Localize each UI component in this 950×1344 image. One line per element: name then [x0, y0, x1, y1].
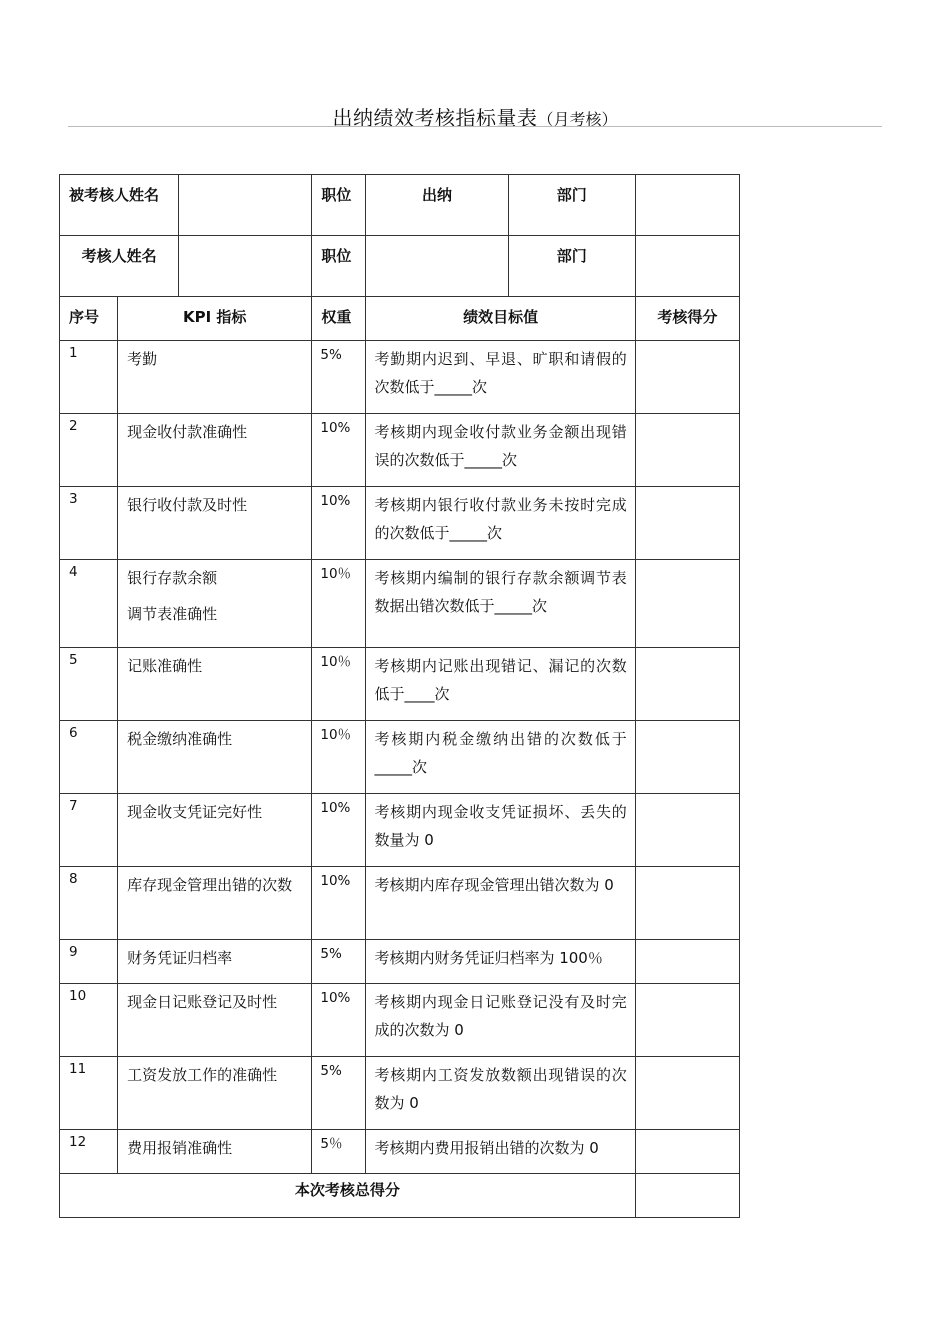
kpi-name-line1: 考勤: [127, 350, 158, 368]
row-number: 3: [60, 487, 118, 560]
kpi-score-field[interactable]: [635, 984, 739, 1057]
kpi-target: 考核期内现金收支凭证损坏、丢失的数量为 0: [366, 794, 635, 867]
row-number: 2: [60, 414, 118, 487]
column-header-seq: 序号: [60, 297, 118, 341]
appraisee-name-label: 被考核人姓名: [60, 175, 179, 236]
kpi-weight: 5％: [312, 1130, 366, 1174]
table-row: [60, 648, 740, 721]
kpi-weight: 5%: [312, 940, 366, 984]
department-label-2: 部门: [508, 236, 635, 297]
kpi-name-line1: 银行收付款及时性: [127, 496, 248, 514]
kpi-weight: 5%: [312, 1057, 366, 1130]
table-row: [60, 487, 740, 560]
kpi-score-field[interactable]: [635, 1057, 739, 1130]
kpi-name-line1: 费用报销准确性: [127, 1139, 233, 1157]
table-row: [60, 867, 740, 940]
kpi-table: [59, 174, 740, 1218]
kpi-weight: 10%: [312, 984, 366, 1057]
kpi-target: 考核期内财务凭证归档率为 100％: [366, 940, 635, 984]
column-header-kpi: KPI 指标: [118, 297, 312, 341]
appraiser-row: [60, 236, 740, 297]
position-label: 职位: [312, 175, 366, 236]
kpi-target: 考核期内工资发放数额出现错误的次数为 0: [366, 1057, 635, 1130]
kpi-target: 考核期内记账出现错记、漏记的次数低于____次: [366, 648, 635, 721]
kpi-target: 考核期内现金日记账登记没有及时完成的次数为 0: [366, 984, 635, 1057]
total-row: [60, 1174, 740, 1218]
appraisee-row: [60, 175, 740, 236]
table-row: [60, 794, 740, 867]
kpi-name: [118, 341, 312, 414]
kpi-name-line1: 银行存款余额: [127, 569, 218, 587]
column-header-weight: 权重: [312, 297, 366, 341]
kpi-name-line2: 调节表准确性: [127, 605, 218, 623]
kpi-name: [118, 940, 312, 984]
table-row: [60, 414, 740, 487]
department-field[interactable]: [635, 175, 739, 236]
kpi-name-line1: 记账准确性: [127, 657, 203, 675]
total-score-label: 本次考核总得分: [60, 1174, 636, 1218]
kpi-score-field[interactable]: [635, 721, 739, 794]
row-number: 11: [60, 1057, 118, 1130]
table-row: [60, 1057, 740, 1130]
table-row: [60, 1130, 740, 1174]
kpi-score-field[interactable]: [635, 487, 739, 560]
kpi-score-field[interactable]: [635, 940, 739, 984]
row-number: 6: [60, 721, 118, 794]
kpi-score-field[interactable]: [635, 414, 739, 487]
kpi-weight: 10%: [312, 487, 366, 560]
kpi-score-field[interactable]: [635, 341, 739, 414]
kpi-weight: 10％: [312, 648, 366, 721]
row-number: 5: [60, 648, 118, 721]
kpi-name-line1: 工资发放工作的准确性: [127, 1066, 278, 1084]
appraiser-name-field[interactable]: [179, 236, 312, 297]
column-header-target: 绩效目标值: [366, 297, 635, 341]
kpi-name: [118, 648, 312, 721]
kpi-weight: 10%: [312, 794, 366, 867]
kpi-name-line1: 现金日记账登记及时性: [127, 993, 278, 1011]
column-header-row: [60, 297, 740, 341]
kpi-name-line1: 库存现金管理出错的次数: [127, 876, 293, 894]
position-value[interactable]: 出纳: [366, 175, 508, 236]
kpi-name: [118, 487, 312, 560]
kpi-name: [118, 1057, 312, 1130]
row-number: 4: [60, 560, 118, 648]
kpi-weight: 10%: [312, 867, 366, 940]
position-label-2: 职位: [312, 236, 366, 297]
kpi-score-field[interactable]: [635, 867, 739, 940]
kpi-target: 考核期内银行收付款业务未按时完成的次数低于_____次: [366, 487, 635, 560]
appraiser-name-label: 考核人姓名: [60, 236, 179, 297]
kpi-target: 考勤期内迟到、早退、旷职和请假的次数低于_____次: [366, 341, 635, 414]
kpi-name-line1: 税金缴纳准确性: [127, 730, 233, 748]
row-number: 9: [60, 940, 118, 984]
table-row: [60, 341, 740, 414]
kpi-name: [118, 867, 312, 940]
row-number: 1: [60, 341, 118, 414]
kpi-target: 考核期内税金缴纳出错的次数低于_____次: [366, 721, 635, 794]
kpi-name: [118, 414, 312, 487]
kpi-weight: 10％: [312, 560, 366, 648]
department-field-2[interactable]: [635, 236, 739, 297]
row-number: 7: [60, 794, 118, 867]
kpi-name: [118, 794, 312, 867]
title-rule: [68, 126, 882, 127]
column-header-score: 考核得分: [635, 297, 739, 341]
row-number: 10: [60, 984, 118, 1057]
kpi-name-line1: 现金收付款准确性: [127, 423, 248, 441]
table-row: [60, 984, 740, 1057]
kpi-weight: 5%: [312, 341, 366, 414]
kpi-score-field[interactable]: [635, 648, 739, 721]
kpi-target: 考核期内现金收付款业务金额出现错误的次数低于_____次: [366, 414, 635, 487]
kpi-score-field[interactable]: [635, 560, 739, 648]
page-title: 出纳绩效考核指标量表: [332, 106, 538, 130]
kpi-weight: 10％: [312, 721, 366, 794]
department-label: 部门: [508, 175, 635, 236]
kpi-target: 考核期内编制的银行存款余额调节表数据出错次数低于_____次: [366, 560, 635, 648]
kpi-name: [118, 560, 312, 648]
kpi-score-field[interactable]: [635, 794, 739, 867]
appraisee-name-field[interactable]: [179, 175, 312, 236]
kpi-name: [118, 1130, 312, 1174]
position-field-2[interactable]: [366, 236, 508, 297]
kpi-name: [118, 721, 312, 794]
page-title-suffix: （月考核）: [537, 110, 618, 129]
kpi-target: 考核期内库存现金管理出错次数为 0: [366, 867, 635, 940]
kpi-name-line1: 财务凭证归档率: [127, 949, 233, 967]
table-row: [60, 560, 740, 648]
kpi-name-line1: 现金收支凭证完好性: [127, 803, 263, 821]
kpi-weight: 10%: [312, 414, 366, 487]
table-row: [60, 940, 740, 984]
kpi-target: 考核期内费用报销出错的次数为 0: [366, 1130, 635, 1174]
kpi-name: [118, 984, 312, 1057]
kpi-score-field[interactable]: [635, 1130, 739, 1174]
total-score-field[interactable]: [635, 1174, 739, 1218]
row-number: 8: [60, 867, 118, 940]
row-number: 12: [60, 1130, 118, 1174]
table-row: [60, 721, 740, 794]
